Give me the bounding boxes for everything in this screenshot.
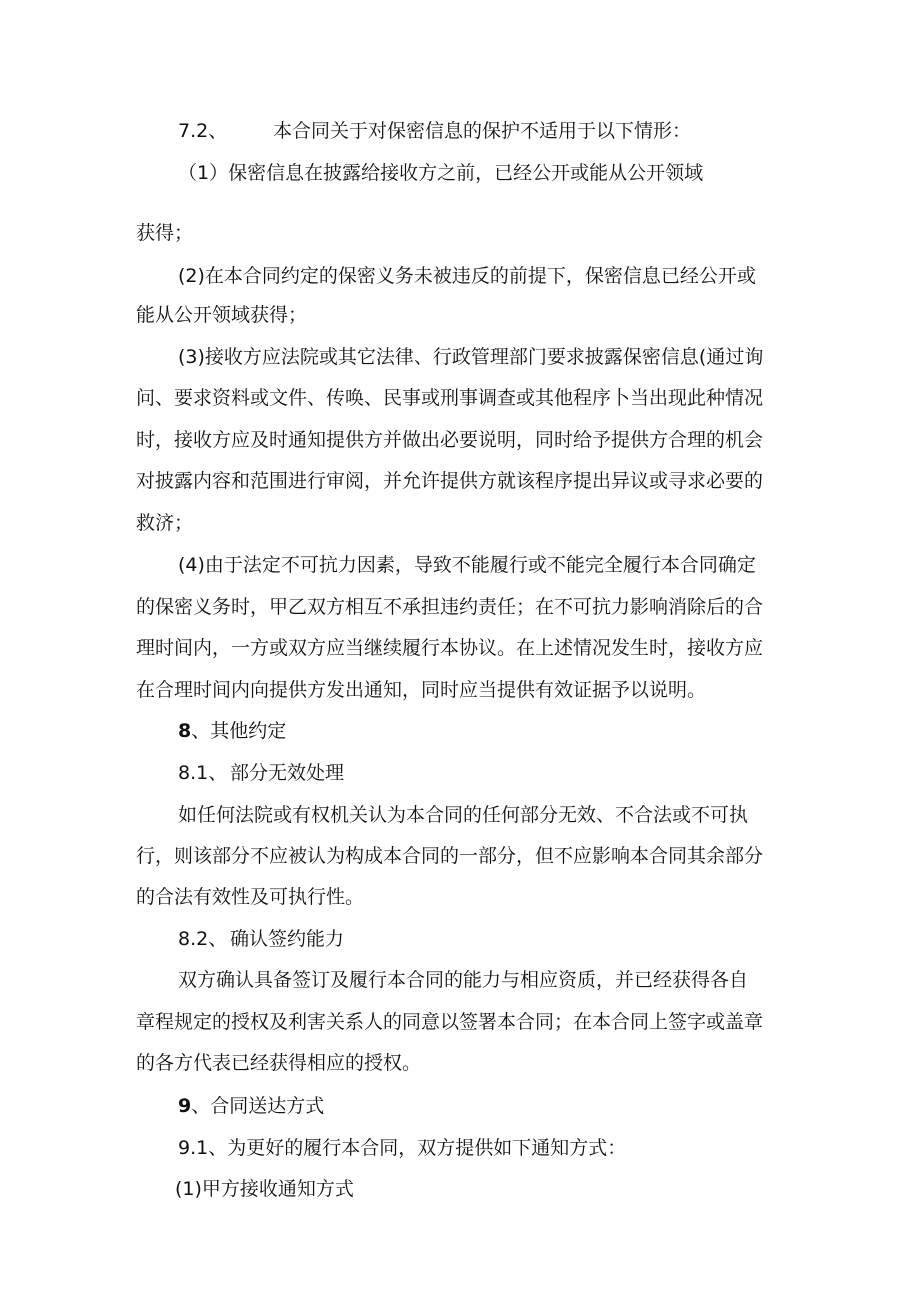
clause-8-1-line-1: 如任何法院或有权机关认为本合同的任何部分无效、不合法或不可执	[178, 804, 749, 826]
clause-7-2-4-line-3: 理时间内，一方或双方应当继续履行本协议。在上述情况发生时，接收方应	[136, 637, 764, 659]
section-9-heading	[178, 1093, 324, 1119]
clause-7-2-4-line-4: 在合理时间内向提供方发出通知，同时应当提供有效证据予以说明。	[136, 679, 707, 701]
clause-7-2-heading: 本合同关于对保密信息的保护不适用于以下情形：	[273, 120, 692, 142]
clause-9-1-1-line: (1)甲方接收通知方式	[175, 1178, 354, 1200]
section-9-number: 9	[178, 1095, 192, 1117]
clause-7-2-1-line-1: （1）保密信息在披露给接收方之前，已经公开或能从公开领域	[178, 162, 704, 184]
clause-9-1-line: 9.1、为更好的履行本合同，双方提供如下通知方式：	[178, 1137, 627, 1159]
clause-7-2-number: 7.2、	[178, 120, 228, 142]
clause-8-2-number: 8.2、	[178, 928, 228, 950]
clause-7-2-3-line-3: 时，接收方应及时通知提供方并做出必要说明，同时给予提供方合理的机会	[136, 429, 764, 451]
clause-7-2-3-line-2: 问、要求资料或文件、传唤、民事或刑事调查或其他程序卜当出现此种情况	[136, 387, 764, 409]
section-8-title: 、其他约定	[191, 720, 287, 742]
section-9-title: 、合同送达方式	[191, 1095, 325, 1117]
clause-7-2-2-line-2: 能从公开领域获得；	[136, 304, 308, 326]
clause-8-2-line-2: 章程规定的授权及利害关系人的同意以签署本合同；在本合同上签字或盖章	[136, 1011, 764, 1033]
clause-7-2-2-line-1: (2)在本合同约定的保密义务未被违反的前提下，保密信息已经公开或	[178, 265, 756, 287]
clause-8-2-line-1: 双方确认具备签订及履行本合同的能力与相应资质，并已经获得各自	[178, 969, 749, 991]
clause-7-2-3-line-5: 救济；	[136, 512, 194, 534]
clause-7-2-4-line-1: (4)由于法定不可抗力因素，导致不能履行或不能完全履行本合同确定	[178, 554, 756, 576]
clause-8-1-title: 部分无效处理	[230, 762, 345, 784]
clause-8-1-number: 8.1、	[178, 762, 228, 784]
section-8-number: 8	[178, 720, 192, 742]
clause-8-1-line-2: 行，则该部分不应被认为构成本合同的一部分，但不应影响本合同其余部分	[136, 845, 764, 867]
clause-8-2-title: 确认签约能力	[230, 928, 345, 950]
clause-7-2-4-line-2: 的保密义务时，甲乙双方相互不承担违约责任；在不可抗力影响消除后的合	[136, 596, 764, 618]
section-8-heading	[178, 718, 286, 744]
clause-7-2-3-line-1: (3)接收方应法院或其它法律、行政管理部门要求披露保密信息(通过询	[178, 346, 764, 368]
clause-7-2-1-line-2: 获得；	[136, 222, 194, 244]
clause-7-2-3-line-4: 对披露内容和范围进行审阅，并允许提供方就该程序提出异议或寻求必要的	[136, 470, 764, 492]
clause-8-2-line-3: 的各方代表已经获得相应的授权。	[136, 1052, 422, 1074]
clause-8-1-line-3: 的合法有效性及可执行性。	[136, 886, 365, 908]
